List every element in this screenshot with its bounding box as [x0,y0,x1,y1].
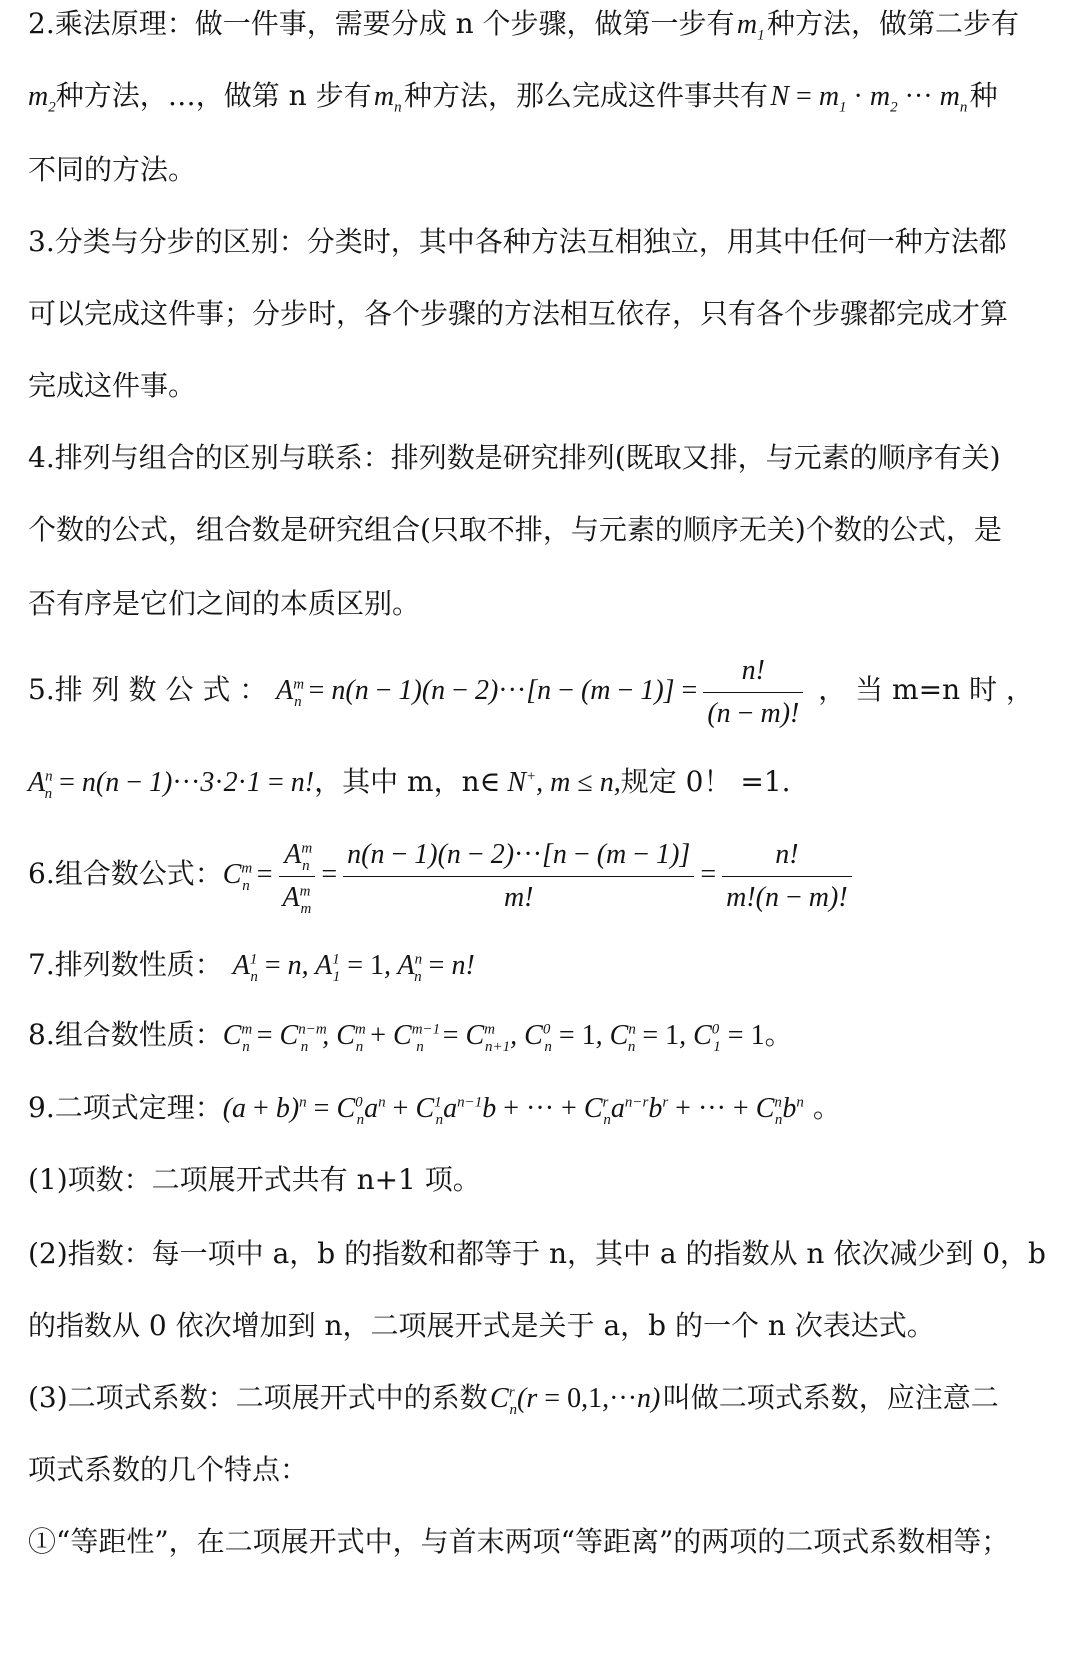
sec2-text-a: 2.乘法原理：做一件事，需要分成 n 个步骤，做第一步有 [28,7,735,40]
sec4-line-2: 个数的公式，组合数是研究组合(只取不排，与元素的顺序无关)个数的公式，是 [28,513,1002,546]
item-2-line-2: 的指数从 0 依次增加到 n，二项展开式是关于 a，b 的一个 n 次表达式。 [28,1309,935,1342]
formula-binomial-theorem: $(a + b)^n = C^0_na^n + C^1_na^{n-1}b$ + ··· + $C^r_na^{n-r}b^r$ + ··· + $C^n_nb^n$ [222,1093,804,1128]
sec6-line [28,834,1050,915]
sec9-line [28,1088,1050,1129]
formula-mn: $m_n$ [371,81,402,116]
sec5-line-1 [28,650,1050,731]
sec9-end: 。 [812,1091,841,1124]
sec2-line-3 [28,150,1050,190]
sec8-line [28,1015,1050,1056]
sec4-line-3: 否有序是它们之间的本质区别。 [28,587,421,620]
item-3-line-1 [28,1378,1050,1419]
formula-N-product: $N = m_1 \cdot m_2$ ··· $m_n$ [768,81,968,116]
sec8-label: 8.组合数性质： [28,1018,223,1051]
sec4-line-1: 4.排列与组合的区别与联系：排列数是研究排列(既取又排，与元素的顺序有关) [28,441,1001,474]
sec2-line-2 [28,76,1050,117]
sec5-label: 5.排 列 数 公 式 ： [28,673,268,706]
sec2-line-1 [28,4,1050,45]
item-1-line: (1)项数：二项展开式共有 n+1 项。 [28,1163,481,1196]
sec5-line-2 [28,762,1050,803]
sec5-where-text: ，其中 m，n [314,765,480,798]
sec2-text-d: 种方法，那么完成这件事共有 [403,79,768,112]
formula-combination: $C^m_n$ = $\frac{A^m_n}{A^m_m}$ = $\frac{n(n - 1)(n - 2)\cdot\cdot\cdot[n - (m - 1)]}{m!}$ = $\frac{n!}{m!(n - m)!}$ [223,859,858,890]
sec9-label: 9.二项式定理： [28,1091,223,1124]
item-3-text-b: 叫做二项式系数，应注意二 [662,1381,999,1414]
item-2-line-1: (2)指数：每一项中 a，b 的指数和都等于 n，其中 a 的指数从 n 依次减少到 0，b [28,1237,1046,1270]
formula-combination-properties: $C^m_n = C^{n-m}_n$ , $C^m_n + C^{m-1}_n = C^m_{n+1}$, $C^0_n = 1$, $C^n_n = 1$, $C^0_1 = 1$ [222,1020,765,1055]
sec5-rule-text: 规定 0！ =1. [620,765,791,798]
sec8-end: 。 [764,1018,793,1051]
item-3-line-2: 项式系数的几个特点： [28,1453,309,1486]
formula-permutation: $A^m_n = n(n - 1)(n - 2)\cdot\cdot\cdot[n - (m - 1)]$ = $\frac{n!}{(n - m)!}$ [276,675,809,706]
item-3-feature-1: ①“等距性”，在二项展开式中，与首末两项“等距离”的两项的二项式系数相等； [28,1525,1010,1558]
sec3-line-3: 完成这件事。 [28,369,197,402]
sec2-text-e: 种 [969,79,998,112]
sec5-when-text: ， 当 m=n 时 ， [818,673,1034,706]
formula-binomial-coefficient: $C^r_n(r = 0,1,\cdot\cdot\cdot n)$ [487,1383,663,1418]
sec6-label: 6.组合数公式： [28,857,223,890]
sec3-line-1: 3.分类与分步的区别：分类时，其中各种方法互相独立，用其中任何一种方法都 [28,225,1007,258]
sec3-line-2: 可以完成这件事；分步时，各个步骤的方法相互依存，只有各个步骤都完成才算 [28,297,1009,330]
formula-m1: $m_1$ [734,9,765,44]
sec2-text-c: 种方法，…，做第 n 步有 [55,79,372,112]
formula-full-permutation: $A^n_n = n(n - 1)\cdot\cdot\cdot 3\cdot 2\cdot 1 = n$! [28,767,315,802]
sec2-text-f: 不同的方法。 [28,153,197,186]
formula-m2: $m_2$ [28,81,56,116]
formula-permutation-properties: $A^1_n = n$, $A^1_1 = 1$, $A^n_n = n$! [232,950,475,985]
sec7-label: 7.排列数性质： [28,948,223,981]
sec2-text-b: 种方法，做第二步有 [766,7,1019,40]
item-3-text-a: (3)二项式系数：二项展开式中的系数 [28,1381,488,1414]
formula-n-domain: ∈ N+, m ≤ n, [479,767,621,798]
sec7-line [28,945,1050,986]
